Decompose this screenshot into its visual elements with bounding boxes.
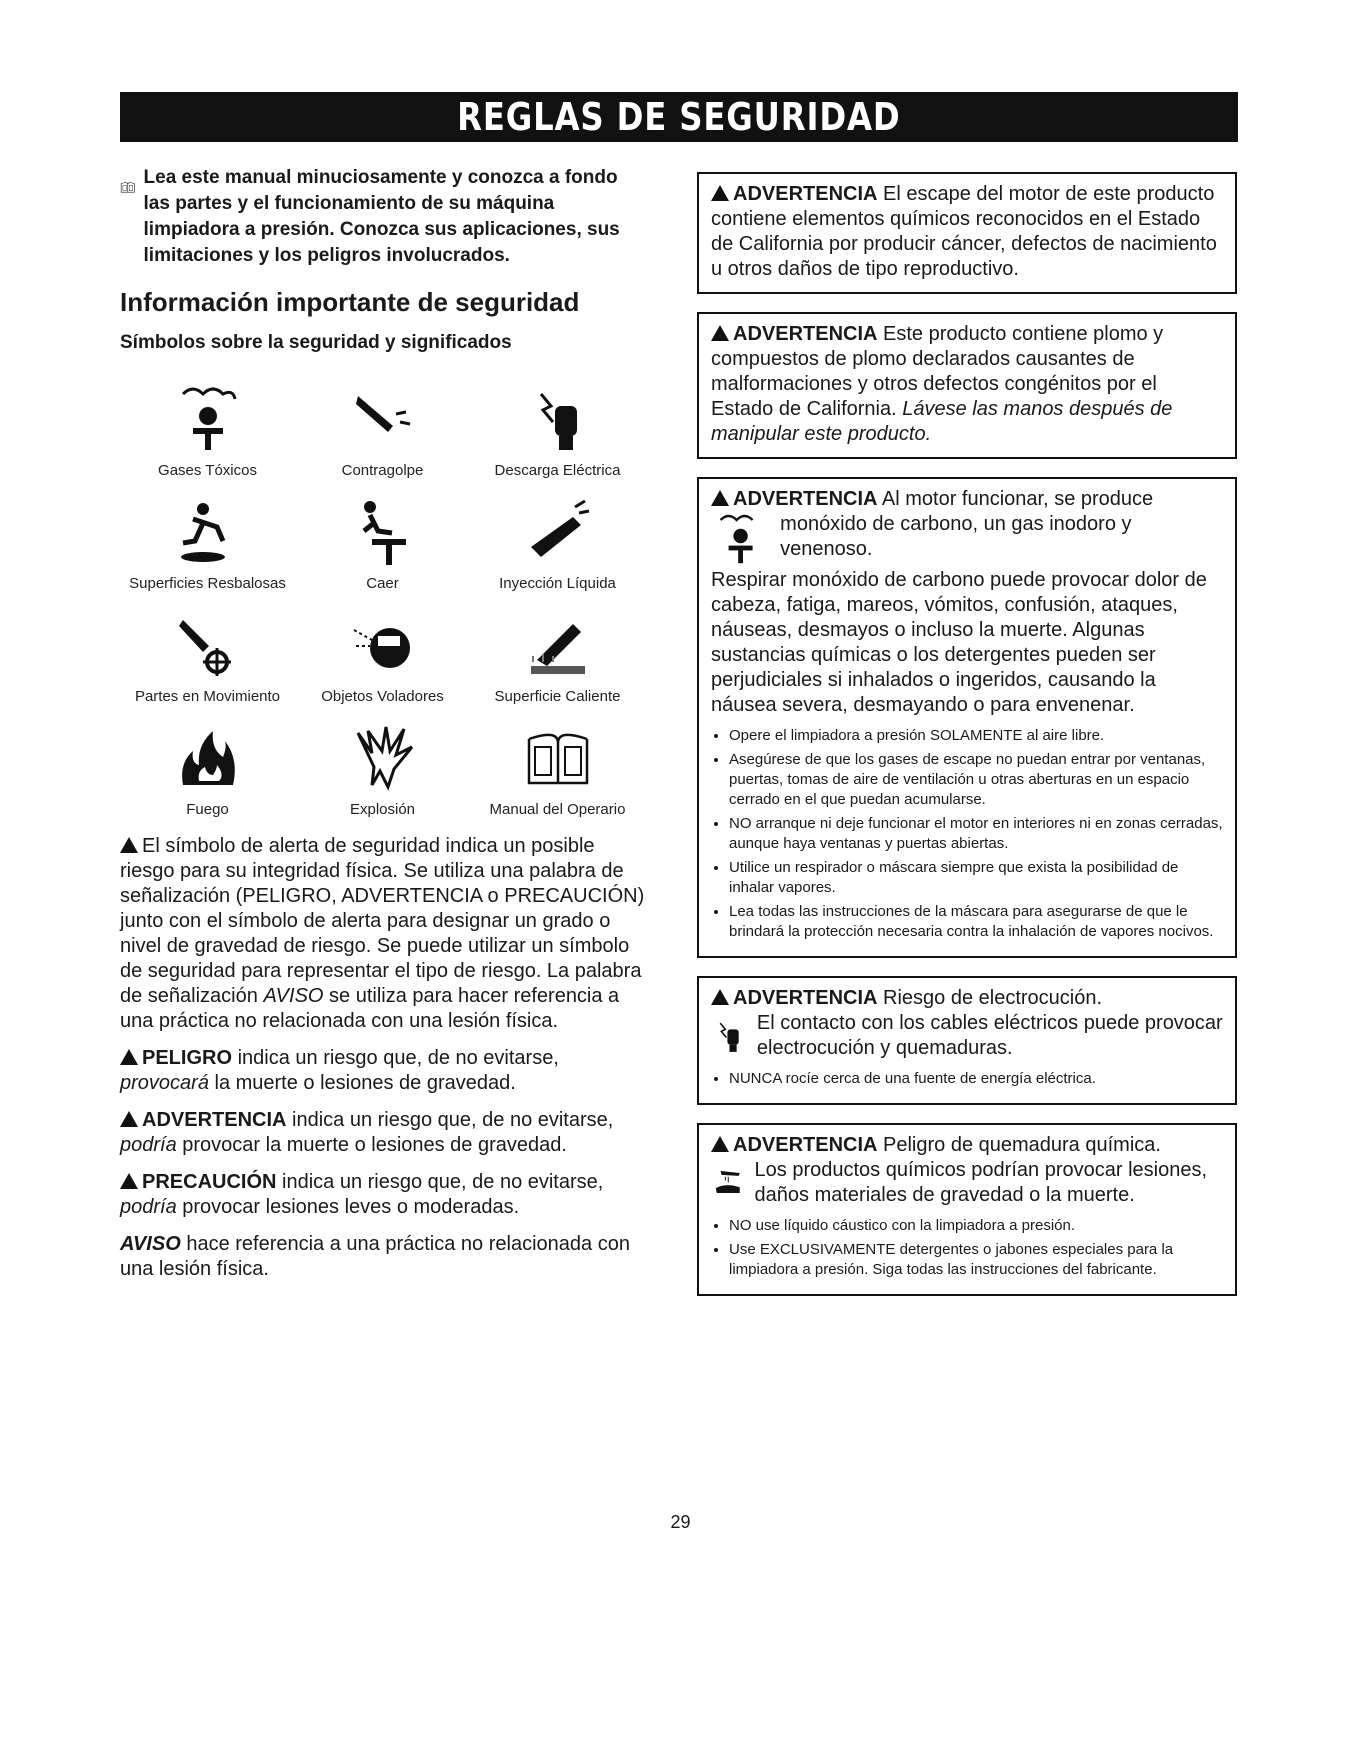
subheading: Símbolos sobre la seguridad y significados	[120, 332, 512, 353]
symbol-label: Gases Tóxicos	[158, 462, 257, 479]
advertencia-paragraph: ADVERTENCIA indica un riesgo que, de no evitarse, podría provocar la muerte o lesiones de gravedad.	[120, 1109, 614, 1156]
symbol-label: Superficie Caliente	[494, 688, 621, 705]
list-item: • Use EXCLUSIVAMENTE detergentes o jabones especiales para la limpiadora a presión. Siga todas las instrucciones del fabricante.	[729, 1240, 1223, 1280]
list-item: • NUNCA rocíe cerca de una fuente de energía eléctrica.	[729, 1069, 1223, 1089]
warning-box-lead: ADVERTENCIA Este producto contiene plomo y compuestos de plomo declarados causantes de malformaciones y otros defectos congénitos por el Estado de California. Lávese las manos después de manipular este producto.	[697, 312, 1237, 459]
symbol-item	[295, 610, 470, 705]
title-banner	[120, 92, 1238, 142]
peligro-paragraph: PELIGRO indica un riesgo que, de no evitarse, provocará la muerte o lesiones de gravedad.	[120, 1047, 559, 1094]
toxic-gas-icon	[711, 512, 770, 568]
warning-box-chemical-burn: ADVERTENCIA Peligro de quemadura química. Los productos químicos podrían provocar lesiones, daños materiales de gravedad o la muerte. • NO use líquido cáustico con la limpiadora a presión. • Use EXCLUSIVAMENTE detergentes o jabones especiales para la limpiadora a presión. Siga todas las instrucciones del fabricante.	[697, 1123, 1237, 1296]
warning-box-electrocution: ADVERTENCIA Riesgo de electrocución. El contacto con los cables eléctricos puede provocar electrocución y quemaduras. • NUNCA rocíe cerca de una fuente de energía eléctrica.	[697, 976, 1237, 1105]
flying-objects-icon	[348, 610, 418, 680]
alert-triangle-icon	[711, 1136, 729, 1152]
symbol-label: Manual del Operario	[489, 801, 626, 818]
fall-icon	[348, 497, 418, 567]
alert-triangle-icon	[120, 1173, 138, 1189]
section-heading: Información importante de seguridad	[120, 287, 580, 317]
alert-triangle-icon	[711, 989, 729, 1005]
chemical-bullets	[711, 1216, 1223, 1280]
precaucion-paragraph: PRECAUCIÓN indica un riesgo que, de no evitarse, podría provocar lesiones leves o moderadas.	[120, 1171, 604, 1218]
intro	[120, 165, 645, 269]
alert-triangle-icon	[711, 490, 729, 506]
electrocution-bullets	[711, 1069, 1223, 1089]
liquid-injection-icon	[523, 497, 593, 567]
manual-icon	[120, 165, 136, 209]
symbol-label: Contragolpe	[341, 462, 424, 479]
symbol-label: Superficies Resbalosas	[129, 575, 286, 592]
alert-explanations	[120, 834, 645, 1282]
symbol-label: Objetos Voladores	[321, 688, 444, 705]
symbol-label: Caer	[366, 575, 399, 592]
alert-paragraph: El símbolo de alerta de seguridad indica un posible riesgo para su integridad física. Se utiliza una palabra de señalización (PELIGRO, ADVERTENCIA o PRECAUCIÓN) junto con el símbolo de alerta para designar un grado o nivel de gravedad de riesgo. Se puede utilizar un símbolo de seguridad para representar el tipo de riesgo. La palabra de señalización AVISO se utiliza para hacer referencia a una práctica no relacionada con una lesión física.	[120, 835, 645, 1032]
left-column	[120, 165, 645, 1294]
symbol-label: Explosión	[349, 801, 416, 818]
warning-box-carbon-monoxide: ADVERTENCIA Al motor funcionar, se produce monóxido de carbono, un gas inodoro y venenoso. Respirar monóxido de carbono puede provocar dolor de cabeza, fatiga, mareos, vómitos, confusión, ataques, náuseas, desmayos o incluso la muerte. Algunas sustancias químicas o los detergentes pueden ser perjudiciales si inhalados o ingeridos, causando la náusea severa, desmayando o para envenenar. • Opere el limpiadora a presión SOLAMENTE al aire libre. • Asegúrese de que los gases de escape no puedan entrar por ventanas, puertas, tomas de aire de ventilación u otras aberturas en un espacio cerrado en el que puedan acumularse. • NO arranque ni deje funcionar el motor en interiores ni en zonas cerradas, aunque haya ventanas y puertas abiertas. • Utilice un respirador o máscara siempre que exista la posibilidad de inhalar vapores. • Lea todas las instrucciones de la máscara para asegurarse de que le brindará la protección necesaria contra la inhalación de vapores nocivos.	[697, 477, 1237, 958]
operator-manual-icon	[523, 723, 593, 793]
list-item: • NO arranque ni deje funcionar el motor en interiores ni en zonas cerradas, aunque haya ventanas y puertas abiertas.	[729, 814, 1223, 854]
symbol-item	[470, 723, 645, 818]
chemical-burn-icon	[711, 1158, 745, 1208]
alert-triangle-icon	[120, 1049, 138, 1065]
list-item: • Lea todas las instrucciones de la máscara para asegurarse de que le brindará la protección necesaria contra la inhalación de vapores nocivos.	[729, 902, 1223, 942]
kickback-icon	[348, 384, 418, 454]
symbol-label: Fuego	[186, 801, 229, 818]
symbol-item	[295, 723, 470, 818]
symbols-grid	[120, 384, 645, 818]
page-title: REGLAS DE SEGURIDAD	[457, 95, 901, 139]
fire-icon	[173, 723, 243, 793]
symbol-label: Descarga Eléctrica	[494, 462, 621, 479]
right-column	[697, 172, 1237, 1314]
list-item: • Asegúrese de que los gases de escape no puedan entrar por ventanas, puertas, tomas de aire de ventilación u otras aberturas en un espacio cerrado en el que puedan acumularse.	[729, 750, 1223, 810]
alert-triangle-icon	[711, 185, 729, 201]
symbol-item	[470, 497, 645, 592]
symbol-label: Partes en Movimiento	[134, 688, 281, 705]
symbol-item	[120, 610, 295, 705]
alert-triangle-icon	[711, 325, 729, 341]
explosion-icon	[348, 723, 418, 793]
page-number: 29	[670, 1512, 691, 1532]
warning-box-emissions: ADVERTENCIA El escape del motor de este producto contiene elementos químicos reconocidos en el Estado de California por producir cáncer, defectos de nacimiento u otros daños de tipo reproductivo.	[697, 172, 1237, 294]
symbol-item	[120, 497, 295, 592]
alert-triangle-icon	[120, 1111, 138, 1127]
symbol-item	[120, 384, 295, 479]
moving-parts-icon	[173, 610, 243, 680]
aviso-paragraph: AVISO hace referencia a una práctica no relacionada con una lesión física.	[120, 1233, 630, 1280]
toxic-gas-icon	[173, 384, 243, 454]
electric-shock-icon	[711, 1011, 747, 1061]
symbol-item	[470, 384, 645, 479]
symbol-item	[295, 497, 470, 592]
symbol-item	[470, 610, 645, 705]
list-item: • Utilice un respirador o máscara siempre que exista la posibilidad de inhalar vapores.	[729, 858, 1223, 898]
slippery-surface-icon	[173, 497, 243, 567]
hot-surface-icon	[523, 610, 593, 680]
co-bullets	[711, 726, 1223, 942]
alert-triangle-icon	[120, 837, 138, 853]
list-item: • NO use líquido cáustico con la limpiadora a presión.	[729, 1216, 1223, 1236]
symbol-item	[120, 723, 295, 818]
intro-text: Lea este manual minuciosamente y conozca a fondo las partes y el funcionamiento de su máquina limpiadora a presión. Conozca sus aplicaciones, sus limitaciones y los peligros involucrados.	[143, 167, 620, 266]
list-item: • Opere el limpiadora a presión SOLAMENTE al aire libre.	[729, 726, 1223, 746]
electric-shock-icon	[523, 384, 593, 454]
symbol-item	[295, 384, 470, 479]
symbol-label: Inyección Líquida	[499, 575, 616, 592]
